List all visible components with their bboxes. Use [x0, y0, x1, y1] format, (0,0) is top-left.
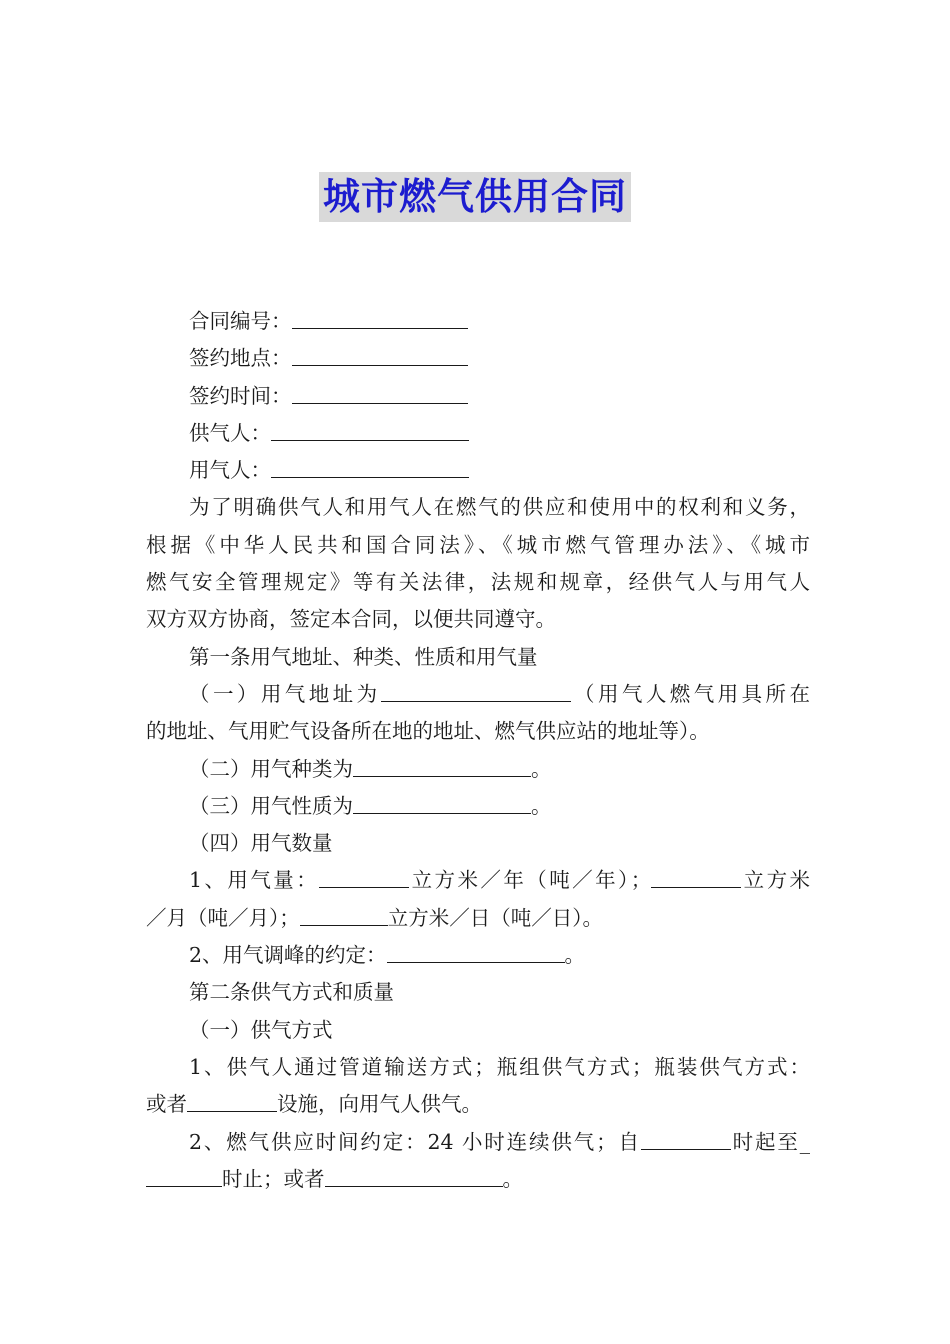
gas-nature-blank[interactable]: [353, 791, 531, 814]
user-blank[interactable]: [271, 455, 469, 478]
gas-type-blank[interactable]: [353, 754, 531, 777]
gas-quantity-line-2: ／月（吨／月）； 立方米／日（吨／日）。: [146, 900, 810, 937]
supply-time-line-1: 2、燃气供应时间约定：24 小时连续供气；自 时起至_: [146, 1124, 810, 1161]
peak-shaving-line: 2、用气调峰的约定： 。: [146, 937, 810, 974]
article-2-heading: 第二条供气方式和质量: [189, 980, 394, 1005]
field-supplier: 供气人：: [146, 415, 810, 452]
article-1-heading: 第一条用气地址、种类、性质和用气量: [189, 644, 538, 669]
preamble-line-2: 根据《中华人民共和国合同法》、《城市燃气管理办法》、《城市: [146, 532, 810, 557]
end-time-blank[interactable]: [146, 1164, 222, 1187]
other-facility-blank[interactable]: [187, 1089, 277, 1112]
field-user: 用气人：: [146, 452, 810, 489]
preamble-line-1: 为了明确供气人和用气人在燃气的供应和使用中的权利和义务，: [189, 495, 810, 520]
start-time-blank[interactable]: [641, 1127, 731, 1150]
preamble-line-4: 双方双方协商，签定本合同，以便共同遵守。: [146, 607, 556, 632]
field-signing-time: 签约时间：: [146, 378, 810, 415]
preamble-line-3: 燃气安全管理规定》等有关法律，法规和规章，经供气人与用气人: [146, 570, 810, 595]
gas-type-line: （二）用气种类为 。: [146, 751, 810, 788]
document-title: 城市燃气供用合同: [319, 172, 631, 222]
gas-address-blank[interactable]: [381, 679, 571, 702]
yearly-quantity-blank[interactable]: [319, 865, 409, 888]
supply-mode-heading: （一）供气方式: [189, 1017, 333, 1042]
contract-body: [146, 303, 810, 1198]
field-contract-number: 合同编号：: [146, 303, 810, 340]
signing-time-blank[interactable]: [292, 381, 468, 404]
supply-time-line-2: 时止；或者 。: [146, 1161, 810, 1198]
signing-place-blank[interactable]: [292, 343, 468, 366]
monthly-quantity-blank[interactable]: [651, 865, 741, 888]
gas-address-cont: 的地址、气用贮气设备所在地的地址、燃气供应站的地址等）。: [146, 719, 710, 744]
supply-mode-line-1: 1、供气人通过管道输送方式；瓶组供气方式；瓶装供气方式：: [189, 1054, 810, 1079]
gas-nature-line: （三）用气性质为 。: [146, 788, 810, 825]
supplier-blank[interactable]: [271, 418, 469, 441]
supply-mode-line-2: 或者 设施，向用气人供气。: [146, 1086, 810, 1123]
peak-shaving-blank[interactable]: [387, 940, 565, 963]
contract-number-blank[interactable]: [292, 306, 468, 329]
gas-quantity-heading: （四）用气数量: [189, 831, 333, 856]
gas-address-line: （一）用气地址为 （用气人燃气用具所在: [146, 676, 810, 713]
other-time-blank[interactable]: [325, 1164, 503, 1187]
gas-quantity-line-1: 1、用气量： 立方米／年（吨／年）； 立方米: [146, 862, 810, 899]
daily-quantity-blank[interactable]: [300, 903, 388, 926]
field-signing-place: 签约地点：: [146, 340, 810, 377]
